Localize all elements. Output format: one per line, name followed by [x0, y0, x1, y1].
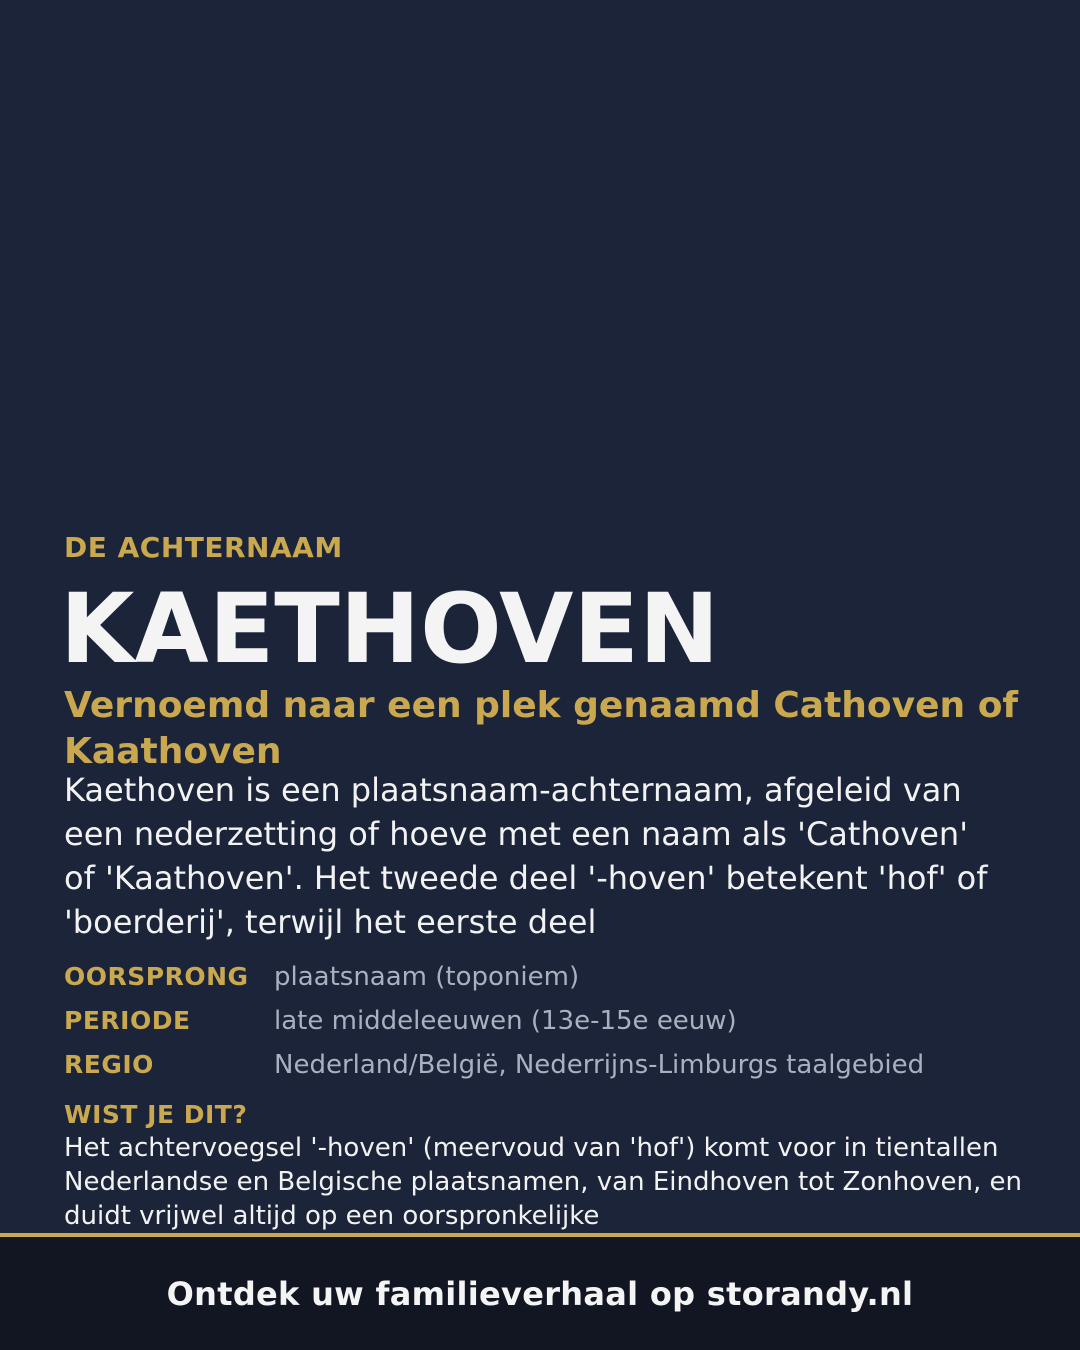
footer-banner: [0, 1233, 1080, 1350]
trivia-label: WIST JE DIT?: [64, 1100, 248, 1129]
facts-list: [64, 962, 1024, 1094]
fact-row-origin: [64, 962, 1024, 1006]
surname-description: Kaethoven is een plaatsnaam-achternaam, afgeleid van een nederzetting of hoeve met een naam als 'Cathoven' of 'Kaathoven'. Het tweede deel '-hoven' betekent 'hof' of 'boerderij', terwijl het eerste deel: [64, 771, 988, 941]
fact-row-region: [64, 1050, 1024, 1094]
eyebrow-label: DE ACHTERNAAM: [64, 531, 343, 564]
fact-value: Nederland/België, Nederrijns-Limburgs taalgebied: [274, 1050, 925, 1080]
footer-cta[interactable]: Ontdek uw familieverhaal op storandy.nl: [166, 1274, 914, 1313]
fact-value: plaatsnaam (toponiem): [274, 962, 580, 992]
fact-row-period: [64, 1006, 1024, 1050]
surname-title: KAETHOVEN: [60, 573, 720, 685]
surname-subtitle: Vernoemd naar een plek genaamd Cathoven of Kaathoven: [64, 685, 1019, 772]
fact-label: OORSPRONG: [64, 962, 249, 991]
fact-label: REGIO: [64, 1050, 154, 1079]
fact-label: PERIODE: [64, 1006, 191, 1035]
fact-value: late middeleeuwen (13e-15e eeuw): [274, 1006, 737, 1036]
trivia-text: Het achtervoegsel '-hoven' (meervoud van 'hof') komt voor in tientallen Nederlandse en Belgische plaatsnamen, van Eindhoven tot Zonhoven, en duidt vrijwel altijd op een oorspronkelijke: [64, 1133, 1022, 1231]
